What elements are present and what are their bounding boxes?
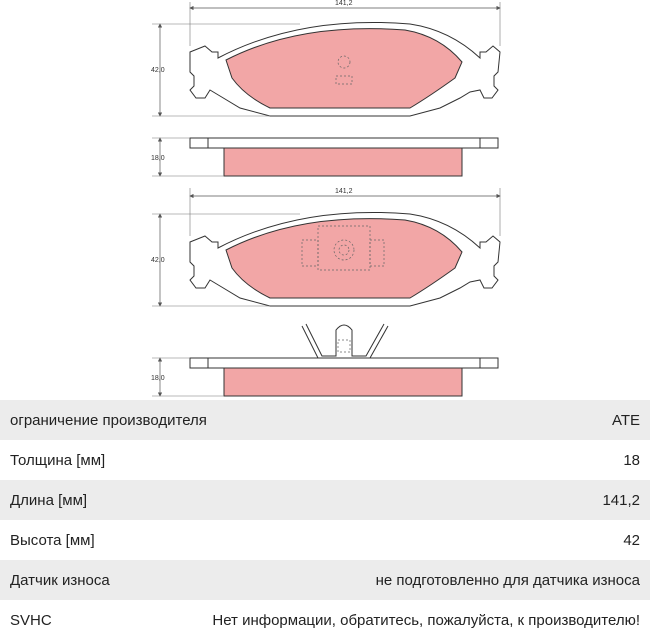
- spec-row-svhc: [0, 600, 650, 640]
- spec-value: ATE: [611, 411, 640, 429]
- spec-value: 18: [623, 451, 640, 469]
- width-dimension-label: 141,2: [335, 0, 353, 7]
- thickness-dimension-label: 18,0: [151, 155, 165, 162]
- clip-leg-left: [302, 326, 318, 358]
- retaining-clip-profile: [306, 324, 384, 356]
- height-dimension-label: 42,0: [151, 257, 165, 264]
- friction-material-profile: [224, 148, 462, 176]
- spec-row-manufacturer-restriction: [0, 400, 650, 440]
- spec-label: Толщина [мм]: [10, 451, 106, 469]
- spec-value: не подготовленно для датчика износа: [375, 571, 640, 589]
- pad-face-view-bottom: [151, 188, 500, 306]
- clip-slot: [338, 340, 350, 352]
- spec-label: SVHC: [10, 611, 52, 629]
- spec-row-wear-sensor: [0, 560, 650, 600]
- thickness-dimension-label: 18,0: [151, 375, 165, 382]
- spec-label: Высота [мм]: [10, 531, 95, 549]
- spec-value: 141,2: [602, 491, 640, 509]
- spec-value: 42: [623, 531, 640, 549]
- spec-row-length: [0, 480, 650, 520]
- spec-label: Длина [мм]: [10, 491, 88, 509]
- spec-value: Нет информации, обратитесь, пожалуйста, к производителю!: [212, 611, 640, 629]
- width-dimension-label: 141,2: [335, 188, 353, 195]
- spec-label: ограничение производителя: [10, 411, 207, 429]
- pad-side-view-top: [151, 138, 498, 176]
- spec-label: Датчик износа: [10, 571, 110, 589]
- specifications-table: [0, 400, 650, 640]
- backing-plate-profile: [190, 138, 498, 148]
- clip-leg-right: [370, 326, 388, 358]
- spec-row-height: [0, 520, 650, 560]
- friction-material-profile: [224, 368, 462, 396]
- height-dimension-label: 42,0: [151, 67, 165, 74]
- pad-face-view-top: [151, 0, 500, 116]
- pad-side-view-bottom: [151, 324, 498, 396]
- spec-row-thickness: [0, 440, 650, 480]
- backing-plate-profile: [190, 358, 498, 368]
